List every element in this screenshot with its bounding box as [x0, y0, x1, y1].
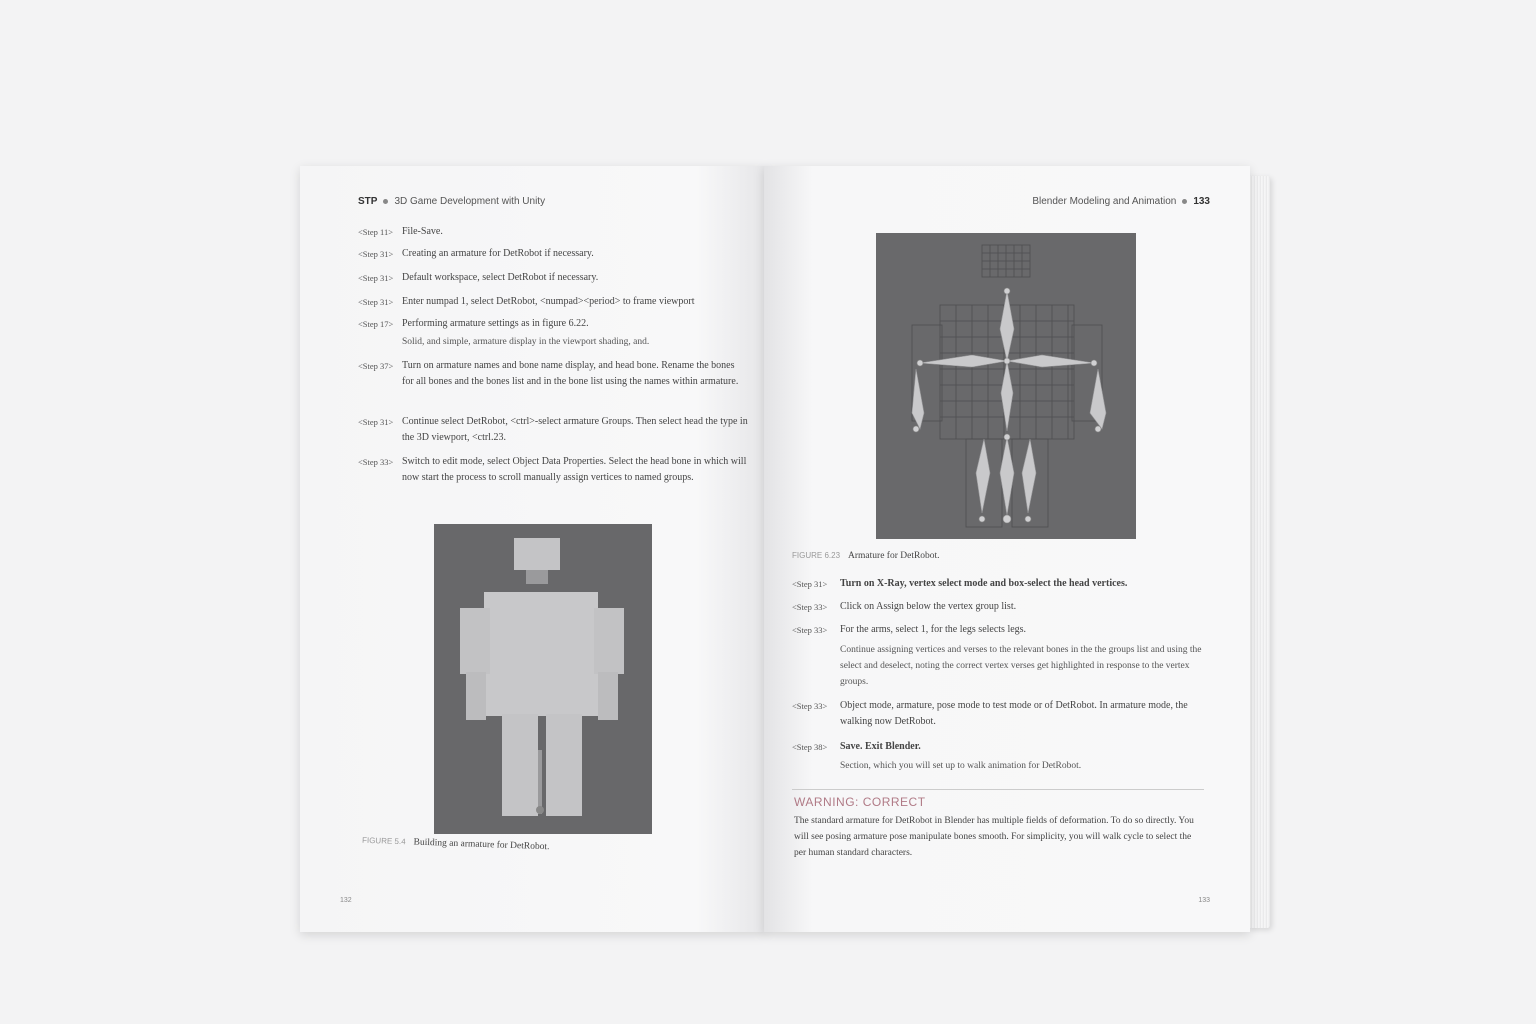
step-label: <Step 31>	[358, 297, 394, 307]
step-text: Turn on X-Ray, vertex select mode and box-select the head vertices.	[840, 578, 1128, 589]
step-item	[792, 576, 1212, 592]
header-title: 3D Game Development with Unity	[394, 196, 546, 207]
step-label: <Step 31>	[792, 579, 828, 589]
step-subtext: Continue assigning vertices and verses to the relevant bones in the the groups list and using the select and deselect, noting the correct vertex verses get highlighted in response to the vertex groups.	[840, 645, 1202, 687]
step-text: Performing armature settings as in figure 6.22.	[402, 318, 589, 329]
step-label: <Step 33>	[792, 625, 828, 635]
right-running-header	[1032, 196, 1210, 207]
step-text: Turn on armature names and bone name display, and head bone. Rename the bones for all bones and the bones list and in the bone list using the names within armature.	[402, 360, 739, 387]
step-label: <Step 17>	[358, 319, 394, 329]
step-item	[358, 316, 748, 332]
warning-rule	[792, 789, 1204, 790]
step-label: <Step 31>	[358, 417, 394, 427]
step-item	[358, 224, 748, 240]
step-label: <Step 33>	[358, 457, 394, 467]
step-text: Click on Assign below the vertex group list.	[840, 601, 1017, 612]
step-text: Continue select DetRobot, <ctrl>-select armature Groups. Then select head the type in the 3D viewport, <ctrl.23.	[402, 416, 748, 443]
step-text: For the arms, select 1, for the legs selects legs.	[840, 624, 1027, 635]
figure-caption-text: Armature for DetRobot.	[848, 551, 940, 561]
step-item	[792, 599, 1212, 615]
step-subtext: Solid, and simple, armature display in the viewport shading, and.	[402, 337, 650, 347]
right-page	[764, 166, 1250, 932]
figure-caption-text: Building an armature for DetRobot.	[413, 837, 550, 853]
step-item	[358, 414, 748, 446]
armature-illustration	[876, 233, 1136, 539]
right-folio: 133	[1198, 897, 1210, 904]
step-text: Enter numpad 1, select DetRobot, <numpad><period> to frame viewport	[402, 296, 695, 307]
robot-mesh-illustration	[434, 524, 652, 834]
figure-number: FIGURE 5.4	[361, 835, 406, 847]
step-item	[358, 358, 748, 390]
header-title: Blender Modeling and Animation	[1032, 196, 1177, 207]
step-label: <Step 31>	[358, 249, 394, 259]
step-text: Creating an armature for DetRobot if necessary.	[402, 248, 594, 259]
step-text: Default workspace, select DetRobot if necessary.	[402, 272, 599, 283]
warning-title: WARNING: CORRECT	[794, 795, 926, 809]
step-label: <Step 38>	[792, 742, 828, 752]
step-text: Save. Exit Blender.	[840, 741, 921, 752]
page-edges	[1248, 176, 1270, 928]
open-book	[300, 166, 1272, 932]
step-text: Switch to edit mode, select Object Data Properties. Select the head bone in which will now start the process to scroll manually assign vertices to named groups.	[402, 456, 747, 483]
warning-text: The standard armature for DetRobot in Blender has multiple fields of deformation. To do so directly. You will see posing armature pose manipulate bones smooth. For simplicity, you will walk cycle to select the per human standard characters.	[794, 816, 1194, 858]
step-text: Object mode, armature, pose mode to test mode or of DetRobot. In armature mode, the walking now DetRobot.	[840, 700, 1188, 727]
header-bullet	[383, 199, 388, 204]
step-item	[358, 294, 748, 310]
header-page-number: 133	[1193, 196, 1210, 207]
right-figure-caption	[792, 551, 940, 561]
left-page	[300, 166, 766, 932]
step-item	[792, 698, 1212, 730]
step-label: <Step 33>	[792, 701, 828, 711]
step-item	[358, 246, 748, 262]
left-figure-caption	[362, 836, 550, 853]
step-item	[358, 454, 748, 486]
step-item	[792, 739, 1212, 755]
step-text: File-Save.	[402, 226, 443, 237]
left-running-header	[358, 196, 545, 207]
step-label: <Step 11>	[358, 227, 394, 237]
step-label: <Step 37>	[358, 361, 394, 371]
robot-mesh-figure	[434, 524, 652, 834]
step-item	[358, 270, 748, 286]
header-code: STP	[358, 196, 378, 207]
figure-number: FIGURE 6.23	[792, 551, 841, 560]
step-item	[792, 622, 1212, 638]
header-bullet	[1182, 199, 1187, 204]
step-label: <Step 33>	[792, 602, 828, 612]
step-subtext: Section, which you will set up to walk animation for DetRobot.	[840, 761, 1082, 771]
armature-figure	[876, 233, 1136, 539]
left-folio: 132	[340, 897, 352, 904]
step-label: <Step 31>	[358, 273, 394, 283]
